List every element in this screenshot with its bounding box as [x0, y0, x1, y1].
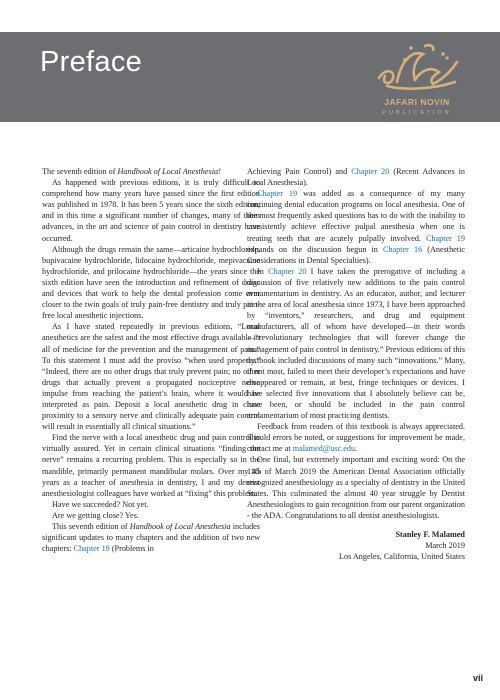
book-title: Handbook of Local Anesthesia — [129, 522, 231, 531]
paragraph — [247, 421, 465, 454]
paragraph — [42, 521, 260, 554]
text: Feedback from readers of this textbook is always appreciated. Should errors be noted, or suggestions for improvement be made, contact me at — [247, 422, 465, 454]
chapter-link[interactable]: Chapter 20 — [268, 266, 307, 276]
logo-wordmark: JAFARI NOVIN — [384, 97, 450, 107]
text: includes significant updates to many chapters and the addition of two new chapters: — [42, 522, 260, 554]
email-link[interactable]: malamed@usc.edu — [292, 444, 356, 454]
text: was added as a consequence of my many continuing dental education programs on local anesthesia. One of the most frequently asked questions has to do with the inability to consistently achieve effective pulpal anesthesia when one is treating teeth that are acutely pulpally involved. — [247, 189, 465, 243]
book-title: Handbook of Local Anesthesia! — [117, 167, 221, 176]
chapter-link[interactable]: Chapter 19 — [257, 189, 298, 199]
text: Achieving Pain Control) and — [247, 167, 352, 176]
text: . — [355, 444, 358, 454]
chapter-link[interactable]: Chapter 19 — [73, 544, 110, 554]
text: The seventh edition of — [42, 167, 118, 176]
text: I have taken the prerogative of including a discussion of five relatively new additions to the pain control armamentarium in dentistry. As an educator, author, and lecturer in the area of local anesthesia since 1973, I have been approached by “inventors,” researchers, and drug and equipment manufacturers, all of whom have developed—in their words—“revolutionary technologies that will forever change the management of pain control in dentistry.” Previous editions of this textbook included discussions of many such “innovations.” Many, if not most, failed to meet their developer’s expectations and have disappeared or remain, at best, fringe techniques or devices. I have selected five innovations that I absolutely believe can be, have been, or should be included in the pain control armamentarium of most practicing dentists. — [247, 266, 466, 421]
chapter-link[interactable]: Chapter 19 — [425, 233, 465, 243]
paragraph: Are we getting close? Yes. — [52, 510, 139, 520]
chapter-link[interactable]: Chapter 20 — [351, 167, 390, 176]
left-column — [42, 166, 260, 554]
paragraph: As happened with previous editions, it is truly difficult to comprehend how many years have passed since the first edition was published in 1978. It has been 5 years since the sixth edition, and in this time a significant number of changes, many of them advances, in the art and science of pain control in dentistry have occurred. — [42, 178, 260, 243]
page-number: vii — [473, 673, 484, 683]
signature-name: Stanley F. Malamed — [395, 530, 465, 539]
paragraph — [247, 188, 465, 266]
paragraph: One final, but extremely important and exciting word: On the 11th of March 2019 the American Dental Association officially recognized anesthesiology as a specialty of dentistry in the United States. This culminated the almost 40 year struggle by Dentist Anesthesiologists to gain recognition from our parent organization - the ADA. Congratulations to all dentist anesthesiologists. — [247, 455, 465, 520]
right-column — [247, 166, 465, 562]
paragraph — [42, 166, 260, 177]
publisher-logo — [357, 40, 477, 126]
paragraph: Have we succeeded? Not yet. — [52, 499, 149, 509]
logo-subtitle: PUBLICATION — [382, 110, 452, 116]
text: (Anesthetic Considerations in Dental Specialties). — [247, 244, 465, 265]
paragraph — [247, 166, 465, 188]
chapter-link[interactable]: Chapter 16 — [382, 244, 423, 254]
paragraph — [247, 266, 465, 421]
paragraph: Find the nerve with a local anesthetic drug and pain control is virtually assured. Yet in certain clinical situations “finding the nerve” remains a recurring problem. This is especially so in the mandible, primarily permanent mandibular molars. Over my 45 years as a teacher of anesthesia in dentistry, I and my dentist anesthesiologist colleagues have worked at “fixing” this problem. — [42, 433, 260, 498]
calligraphy-logo-icon — [371, 40, 463, 94]
text: In — [257, 266, 269, 276]
text: (Problems in — [109, 544, 154, 554]
page-title: Preface — [40, 46, 143, 78]
paragraph: As I have stated repeatedly in previous editions, “Local anesthetics are the safest and the most effective drugs available in all of medicine for the prevention and the management of pain.” To this statement I must add the proviso “when used properly.” “Indeed, there are no other drugs that truly prevent pain; no other drugs that actually prevent a propagated nociceptive nerve impulse from reaching the patient’s brain, where it would be interpreted as pain. Deposit a local anesthetic drug in close proximity to a sensory nerve and clinically adequate pain control will result in essentially all clinical situations.” — [42, 322, 260, 432]
text: expands on the discussion begun in — [247, 244, 383, 254]
text: This seventh edition of — [52, 522, 130, 531]
text: (Recent Advances in Local Anesthesia). — [247, 167, 465, 188]
signature-date: March 2019 — [425, 541, 465, 551]
signature-place: Los Angeles, California, United States — [339, 552, 465, 562]
paragraph: Although the drugs remain the same—articaine hydrochloride, bupivacaine hydrochloride, lidocaine hydrochloride, mepivacaine hydrochloride, and prilocaine hydrochloride—the years since the sixth edition have seen the introduction and refinement of drugs and devices that work to help the dental profession come ever closer to the twin goals of truly pain-free dentistry and truly pain-free local anesthetic injections. — [42, 244, 260, 321]
